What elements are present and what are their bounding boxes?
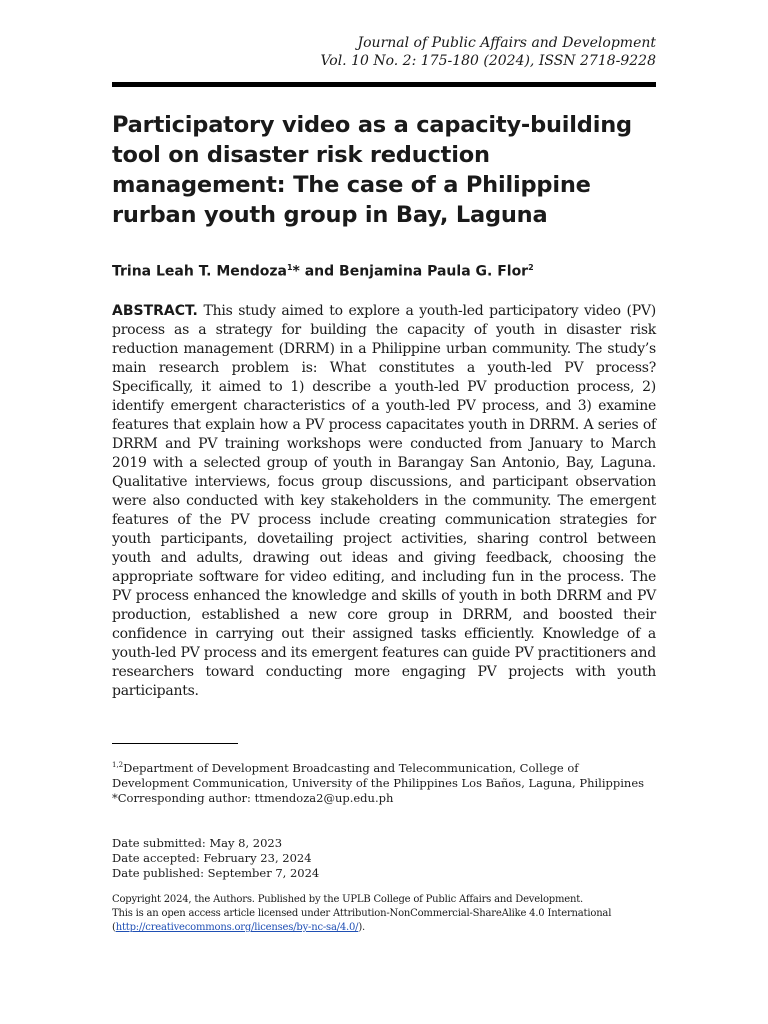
affiliation-text: Department of Development Broadcasting and Telecommunication, College of Development Communication, University of the Philippines Los Baños, Laguna, Philippines [112, 760, 645, 790]
corresponding-mark: * [292, 263, 300, 280]
header-rule [112, 82, 656, 87]
footnote-rule [112, 743, 238, 744]
license-link[interactable]: http://creativecommons.org/licenses/by-nc-sa/4.0/ [115, 922, 359, 933]
license-link-line [112, 921, 660, 935]
footnotes [112, 758, 652, 806]
abstract [112, 302, 656, 701]
author-1-affiliation: 1 [286, 263, 293, 272]
author-2-affiliation: 2 [528, 263, 534, 272]
author-2-name: Benjamina Paula G. Flor [339, 263, 529, 280]
corresponding-author: *Corresponding author: ttmendoza2@up.edu.ph [112, 790, 394, 805]
author-conjunction: and [299, 263, 340, 280]
link-close-paren: ). [358, 922, 366, 933]
license-line: This is an open access article licensed under Attribution-NonCommercial-ShareAlike 4.0 International [112, 908, 612, 919]
author-1-name: Trina Leah T. Mendoza [112, 263, 287, 280]
volume-info: Vol. 10 No. 2: 175-180 (2024), ISSN 2718-9228 [320, 53, 656, 69]
article-dates [112, 836, 319, 881]
link-open-paren: ( [112, 922, 116, 933]
date-published: Date published: September 7, 2024 [112, 866, 320, 880]
abstract-text: This study aimed to explore a youth-led participatory video (PV) process as a strategy for building the capacity of youth in disaster risk reduction management (DRRM) in a Philippine urban community. The study’s main research problem is: What constitutes a youth-led PV process? Specifically, it aimed to 1) describe a youth-led PV production process, 2) identify emergent characteristics of a youth-led PV process, and 3) examine features that explain how a PV process capacitates youth in DRRM. A series of DRRM and PV training workshops were conducted from January to March 2019 with a selected group of youth in Barangay San Antonio, Bay, Laguna. Qualitative interviews, focus group discussions, and participant observation were also conducted with key stakeholders in the community. The emergent features of the PV process include creating communication strategies for youth participants, dovetailing project activities, sharing control between youth and adults, drawing out ideas and giving feedback, choosing the appropriate software for video editing, and including fun in the process. The PV process enhanced the knowledge and skills of youth in both DRRM and PV production, established a new core group in DRRM, and boosted their confidence in carrying out their assigned tasks efficiently. Knowledge of a youth-led PV process and its emergent features can guide PV practitioners and researchers toward conducting more engaging PV projects with youth participants. [112, 303, 656, 699]
date-submitted: Date submitted: May 8, 2023 [112, 836, 283, 850]
author-line [112, 258, 534, 282]
journal-header [320, 34, 656, 70]
abstract-label: ABSTRACT. [112, 303, 198, 319]
journal-name: Journal of Public Affairs and Development [357, 35, 656, 51]
affiliation-note [112, 758, 652, 791]
copyright-line: Copyright 2024, the Authors. Published by the UPLB College of Public Affairs and Development. [112, 894, 584, 905]
date-accepted: Date accepted: February 23, 2024 [112, 851, 312, 865]
article-title: Participatory video as a capacity-building tool on disaster risk reduction management: The case of a Philippine rurban youth group in Bay, Laguna [112, 112, 632, 228]
affiliation-sup: 1,2 [112, 761, 124, 769]
copyright-notice [112, 893, 660, 935]
